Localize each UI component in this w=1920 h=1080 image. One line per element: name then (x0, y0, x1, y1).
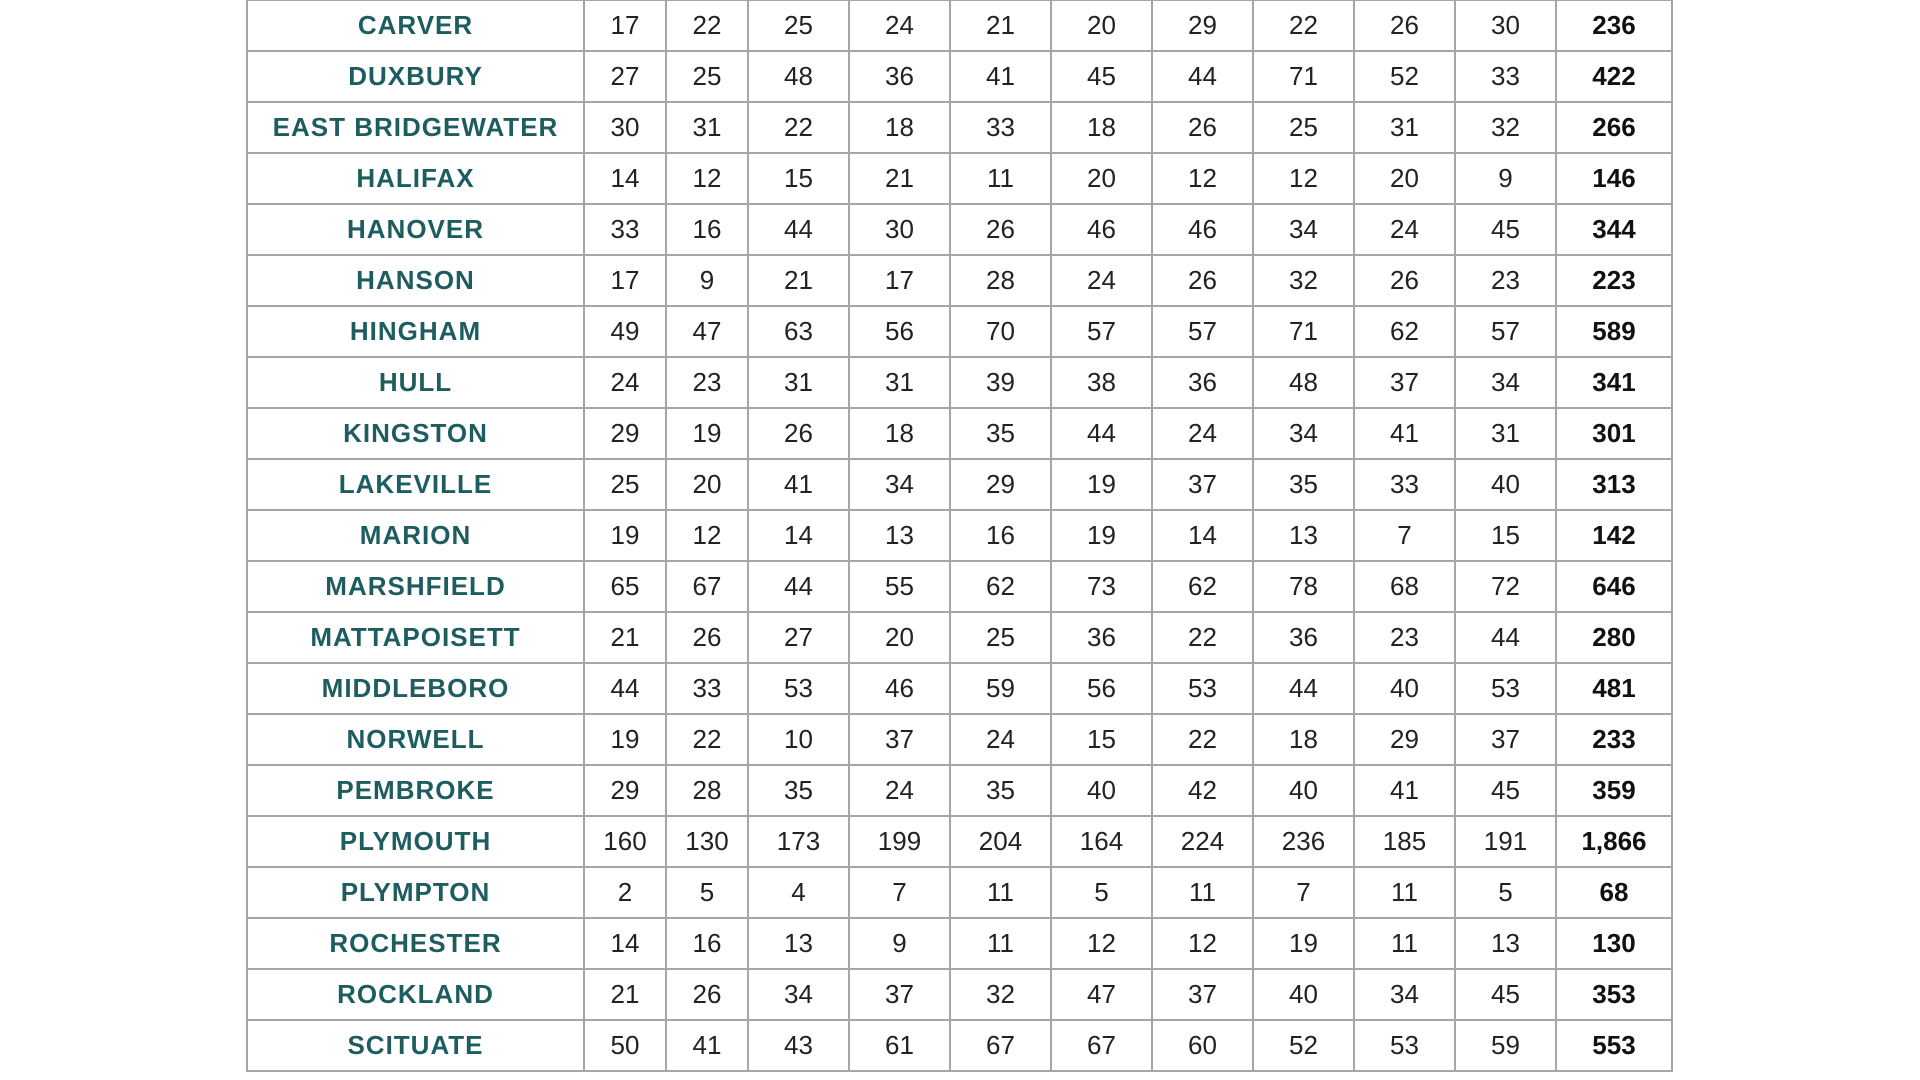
value-cell: 52 (1354, 51, 1455, 102)
value-cell: 36 (1152, 357, 1253, 408)
total-cell: 146 (1556, 153, 1672, 204)
value-cell: 52 (1253, 1020, 1354, 1071)
value-cell: 26 (1152, 255, 1253, 306)
value-cell: 9 (849, 918, 950, 969)
total-cell: 1,866 (1556, 816, 1672, 867)
value-cell: 25 (666, 51, 748, 102)
table-row (247, 408, 1672, 459)
value-cell: 27 (584, 51, 666, 102)
value-cell: 53 (1152, 663, 1253, 714)
table-row (247, 0, 1672, 51)
value-cell: 25 (950, 612, 1051, 663)
town-name-cell: CARVER (247, 0, 584, 51)
value-cell: 30 (849, 204, 950, 255)
value-cell: 28 (950, 255, 1051, 306)
value-cell: 67 (666, 561, 748, 612)
value-cell: 41 (748, 459, 849, 510)
value-cell: 72 (1455, 561, 1556, 612)
town-name-cell: HANOVER (247, 204, 584, 255)
value-cell: 44 (748, 561, 849, 612)
value-cell: 53 (748, 663, 849, 714)
town-name-cell: MIDDLEBORO (247, 663, 584, 714)
table-row (247, 969, 1672, 1020)
value-cell: 37 (849, 969, 950, 1020)
value-cell: 73 (1051, 561, 1152, 612)
value-cell: 31 (1455, 408, 1556, 459)
value-cell: 18 (1051, 102, 1152, 153)
value-cell: 45 (1455, 969, 1556, 1020)
value-cell: 164 (1051, 816, 1152, 867)
value-cell: 65 (584, 561, 666, 612)
value-cell: 32 (950, 969, 1051, 1020)
table-row (247, 663, 1672, 714)
total-cell: 313 (1556, 459, 1672, 510)
value-cell: 33 (666, 663, 748, 714)
town-name-cell: EAST BRIDGEWATER (247, 102, 584, 153)
value-cell: 29 (950, 459, 1051, 510)
value-cell: 47 (1051, 969, 1152, 1020)
value-cell: 62 (1354, 306, 1455, 357)
value-cell: 37 (1354, 357, 1455, 408)
value-cell: 236 (1253, 816, 1354, 867)
value-cell: 37 (1455, 714, 1556, 765)
table-row (247, 816, 1672, 867)
value-cell: 17 (584, 255, 666, 306)
table-row (247, 714, 1672, 765)
value-cell: 24 (1051, 255, 1152, 306)
town-name-cell: HINGHAM (247, 306, 584, 357)
value-cell: 20 (1354, 153, 1455, 204)
town-name-cell: PLYMPTON (247, 867, 584, 918)
value-cell: 27 (748, 612, 849, 663)
value-cell: 40 (1253, 765, 1354, 816)
value-cell: 34 (849, 459, 950, 510)
total-cell: 266 (1556, 102, 1672, 153)
table-row (247, 357, 1672, 408)
value-cell: 5 (1455, 867, 1556, 918)
value-cell: 43 (748, 1020, 849, 1071)
value-cell: 19 (584, 714, 666, 765)
value-cell: 19 (584, 510, 666, 561)
value-cell: 33 (1354, 459, 1455, 510)
value-cell: 26 (748, 408, 849, 459)
value-cell: 44 (1152, 51, 1253, 102)
table-row (247, 561, 1672, 612)
value-cell: 62 (950, 561, 1051, 612)
value-cell: 185 (1354, 816, 1455, 867)
value-cell: 26 (666, 612, 748, 663)
value-cell: 44 (584, 663, 666, 714)
value-cell: 36 (1253, 612, 1354, 663)
value-cell: 224 (1152, 816, 1253, 867)
value-cell: 20 (1051, 0, 1152, 51)
town-name-cell: NORWELL (247, 714, 584, 765)
value-cell: 49 (584, 306, 666, 357)
table-row (247, 765, 1672, 816)
value-cell: 61 (849, 1020, 950, 1071)
value-cell: 20 (1051, 153, 1152, 204)
value-cell: 68 (1354, 561, 1455, 612)
value-cell: 56 (1051, 663, 1152, 714)
value-cell: 11 (1354, 867, 1455, 918)
value-cell: 70 (950, 306, 1051, 357)
value-cell: 21 (849, 153, 950, 204)
value-cell: 11 (950, 153, 1051, 204)
value-cell: 9 (666, 255, 748, 306)
table-row (247, 459, 1672, 510)
value-cell: 32 (1455, 102, 1556, 153)
town-name-cell: HALIFAX (247, 153, 584, 204)
value-cell: 21 (748, 255, 849, 306)
value-cell: 24 (1152, 408, 1253, 459)
value-cell: 7 (1253, 867, 1354, 918)
town-name-cell: PLYMOUTH (247, 816, 584, 867)
value-cell: 33 (584, 204, 666, 255)
value-cell: 22 (1253, 0, 1354, 51)
value-cell: 130 (666, 816, 748, 867)
value-cell: 71 (1253, 306, 1354, 357)
value-cell: 13 (748, 918, 849, 969)
value-cell: 29 (584, 765, 666, 816)
value-cell: 24 (1354, 204, 1455, 255)
value-cell: 21 (584, 969, 666, 1020)
town-name-cell: MARION (247, 510, 584, 561)
value-cell: 55 (849, 561, 950, 612)
value-cell: 18 (849, 102, 950, 153)
value-cell: 45 (1455, 204, 1556, 255)
value-cell: 12 (1152, 918, 1253, 969)
value-cell: 46 (1152, 204, 1253, 255)
value-cell: 191 (1455, 816, 1556, 867)
table-body (247, 0, 1672, 1071)
value-cell: 5 (1051, 867, 1152, 918)
value-cell: 31 (849, 357, 950, 408)
total-cell: 422 (1556, 51, 1672, 102)
town-name-cell: ROCHESTER (247, 918, 584, 969)
value-cell: 34 (1354, 969, 1455, 1020)
value-cell: 48 (748, 51, 849, 102)
value-cell: 47 (666, 306, 748, 357)
value-cell: 11 (1354, 918, 1455, 969)
value-cell: 32 (1253, 255, 1354, 306)
value-cell: 35 (1253, 459, 1354, 510)
value-cell: 13 (1455, 918, 1556, 969)
town-name-cell: KINGSTON (247, 408, 584, 459)
value-cell: 35 (950, 408, 1051, 459)
value-cell: 71 (1253, 51, 1354, 102)
value-cell: 24 (849, 765, 950, 816)
value-cell: 41 (666, 1020, 748, 1071)
value-cell: 11 (1152, 867, 1253, 918)
value-cell: 37 (849, 714, 950, 765)
total-cell: 344 (1556, 204, 1672, 255)
value-cell: 199 (849, 816, 950, 867)
value-cell: 17 (849, 255, 950, 306)
value-cell: 2 (584, 867, 666, 918)
town-name-cell: HULL (247, 357, 584, 408)
value-cell: 21 (584, 612, 666, 663)
town-counts-table (246, 0, 1673, 1072)
value-cell: 59 (950, 663, 1051, 714)
value-cell: 18 (1253, 714, 1354, 765)
value-cell: 11 (950, 867, 1051, 918)
table-row (247, 51, 1672, 102)
value-cell: 53 (1455, 663, 1556, 714)
value-cell: 44 (1253, 663, 1354, 714)
town-name-cell: SCITUATE (247, 1020, 584, 1071)
table-row (247, 1020, 1672, 1071)
value-cell: 24 (849, 0, 950, 51)
value-cell: 12 (1253, 153, 1354, 204)
value-cell: 41 (1354, 765, 1455, 816)
value-cell: 56 (849, 306, 950, 357)
value-cell: 160 (584, 816, 666, 867)
value-cell: 36 (849, 51, 950, 102)
value-cell: 40 (1253, 969, 1354, 1020)
total-cell: 341 (1556, 357, 1672, 408)
total-cell: 68 (1556, 867, 1672, 918)
value-cell: 44 (1051, 408, 1152, 459)
value-cell: 21 (950, 0, 1051, 51)
value-cell: 11 (950, 918, 1051, 969)
value-cell: 41 (1354, 408, 1455, 459)
value-cell: 62 (1152, 561, 1253, 612)
value-cell: 23 (666, 357, 748, 408)
value-cell: 22 (1152, 612, 1253, 663)
total-cell: 233 (1556, 714, 1672, 765)
total-cell: 236 (1556, 0, 1672, 51)
value-cell: 40 (1051, 765, 1152, 816)
value-cell: 7 (1354, 510, 1455, 561)
total-cell: 223 (1556, 255, 1672, 306)
value-cell: 57 (1051, 306, 1152, 357)
total-cell: 553 (1556, 1020, 1672, 1071)
table-row (247, 255, 1672, 306)
town-name-cell: LAKEVILLE (247, 459, 584, 510)
value-cell: 15 (1455, 510, 1556, 561)
value-cell: 19 (1253, 918, 1354, 969)
value-cell: 12 (666, 153, 748, 204)
value-cell: 17 (584, 0, 666, 51)
total-cell: 353 (1556, 969, 1672, 1020)
town-name-cell: ROCKLAND (247, 969, 584, 1020)
value-cell: 16 (666, 918, 748, 969)
total-cell: 301 (1556, 408, 1672, 459)
value-cell: 40 (1455, 459, 1556, 510)
value-cell: 60 (1152, 1020, 1253, 1071)
town-name-cell: DUXBURY (247, 51, 584, 102)
value-cell: 67 (950, 1020, 1051, 1071)
value-cell: 204 (950, 816, 1051, 867)
value-cell: 31 (748, 357, 849, 408)
value-cell: 31 (666, 102, 748, 153)
value-cell: 40 (1354, 663, 1455, 714)
value-cell: 35 (748, 765, 849, 816)
table-row (247, 510, 1672, 561)
value-cell: 36 (1051, 612, 1152, 663)
value-cell: 34 (748, 969, 849, 1020)
value-cell: 23 (1455, 255, 1556, 306)
table-row (247, 153, 1672, 204)
value-cell: 13 (1253, 510, 1354, 561)
value-cell: 57 (1455, 306, 1556, 357)
town-name-cell: HANSON (247, 255, 584, 306)
value-cell: 50 (584, 1020, 666, 1071)
value-cell: 39 (950, 357, 1051, 408)
value-cell: 37 (1152, 459, 1253, 510)
value-cell: 78 (1253, 561, 1354, 612)
value-cell: 20 (849, 612, 950, 663)
value-cell: 48 (1253, 357, 1354, 408)
total-cell: 280 (1556, 612, 1672, 663)
value-cell: 29 (1354, 714, 1455, 765)
value-cell: 25 (584, 459, 666, 510)
total-cell: 481 (1556, 663, 1672, 714)
value-cell: 33 (950, 102, 1051, 153)
value-cell: 28 (666, 765, 748, 816)
value-cell: 33 (1455, 51, 1556, 102)
value-cell: 46 (849, 663, 950, 714)
value-cell: 44 (748, 204, 849, 255)
value-cell: 16 (950, 510, 1051, 561)
value-cell: 5 (666, 867, 748, 918)
value-cell: 26 (1152, 102, 1253, 153)
value-cell: 63 (748, 306, 849, 357)
value-cell: 53 (1354, 1020, 1455, 1071)
total-cell: 130 (1556, 918, 1672, 969)
value-cell: 29 (1152, 0, 1253, 51)
value-cell: 19 (666, 408, 748, 459)
value-cell: 44 (1455, 612, 1556, 663)
value-cell: 34 (1253, 408, 1354, 459)
town-name-cell: MATTAPOISETT (247, 612, 584, 663)
value-cell: 34 (1253, 204, 1354, 255)
value-cell: 26 (1354, 0, 1455, 51)
value-cell: 30 (584, 102, 666, 153)
value-cell: 26 (1354, 255, 1455, 306)
table-row (247, 204, 1672, 255)
value-cell: 23 (1354, 612, 1455, 663)
total-cell: 589 (1556, 306, 1672, 357)
value-cell: 12 (1152, 153, 1253, 204)
value-cell: 12 (1051, 918, 1152, 969)
value-cell: 14 (584, 918, 666, 969)
value-cell: 14 (584, 153, 666, 204)
value-cell: 16 (666, 204, 748, 255)
value-cell: 18 (849, 408, 950, 459)
value-cell: 9 (1455, 153, 1556, 204)
table-row (247, 918, 1672, 969)
table-row (247, 102, 1672, 153)
table-row (247, 867, 1672, 918)
value-cell: 38 (1051, 357, 1152, 408)
value-cell: 173 (748, 816, 849, 867)
value-cell: 26 (950, 204, 1051, 255)
value-cell: 15 (1051, 714, 1152, 765)
table-row (247, 612, 1672, 663)
value-cell: 14 (1152, 510, 1253, 561)
value-cell: 19 (1051, 510, 1152, 561)
value-cell: 41 (950, 51, 1051, 102)
value-cell: 35 (950, 765, 1051, 816)
value-cell: 20 (666, 459, 748, 510)
value-cell: 22 (666, 0, 748, 51)
value-cell: 42 (1152, 765, 1253, 816)
total-cell: 142 (1556, 510, 1672, 561)
value-cell: 57 (1152, 306, 1253, 357)
value-cell: 10 (748, 714, 849, 765)
value-cell: 7 (849, 867, 950, 918)
value-cell: 45 (1455, 765, 1556, 816)
value-cell: 19 (1051, 459, 1152, 510)
value-cell: 22 (748, 102, 849, 153)
total-cell: 359 (1556, 765, 1672, 816)
value-cell: 37 (1152, 969, 1253, 1020)
value-cell: 14 (748, 510, 849, 561)
town-name-cell: PEMBROKE (247, 765, 584, 816)
value-cell: 45 (1051, 51, 1152, 102)
value-cell: 13 (849, 510, 950, 561)
value-cell: 4 (748, 867, 849, 918)
value-cell: 25 (1253, 102, 1354, 153)
value-cell: 12 (666, 510, 748, 561)
value-cell: 46 (1051, 204, 1152, 255)
value-cell: 22 (666, 714, 748, 765)
value-cell: 24 (950, 714, 1051, 765)
value-cell: 59 (1455, 1020, 1556, 1071)
value-cell: 31 (1354, 102, 1455, 153)
value-cell: 24 (584, 357, 666, 408)
value-cell: 34 (1455, 357, 1556, 408)
value-cell: 15 (748, 153, 849, 204)
total-cell: 646 (1556, 561, 1672, 612)
value-cell: 29 (584, 408, 666, 459)
value-cell: 67 (1051, 1020, 1152, 1071)
value-cell: 26 (666, 969, 748, 1020)
value-cell: 22 (1152, 714, 1253, 765)
town-name-cell: MARSHFIELD (247, 561, 584, 612)
value-cell: 25 (748, 0, 849, 51)
value-cell: 30 (1455, 0, 1556, 51)
table-row (247, 306, 1672, 357)
